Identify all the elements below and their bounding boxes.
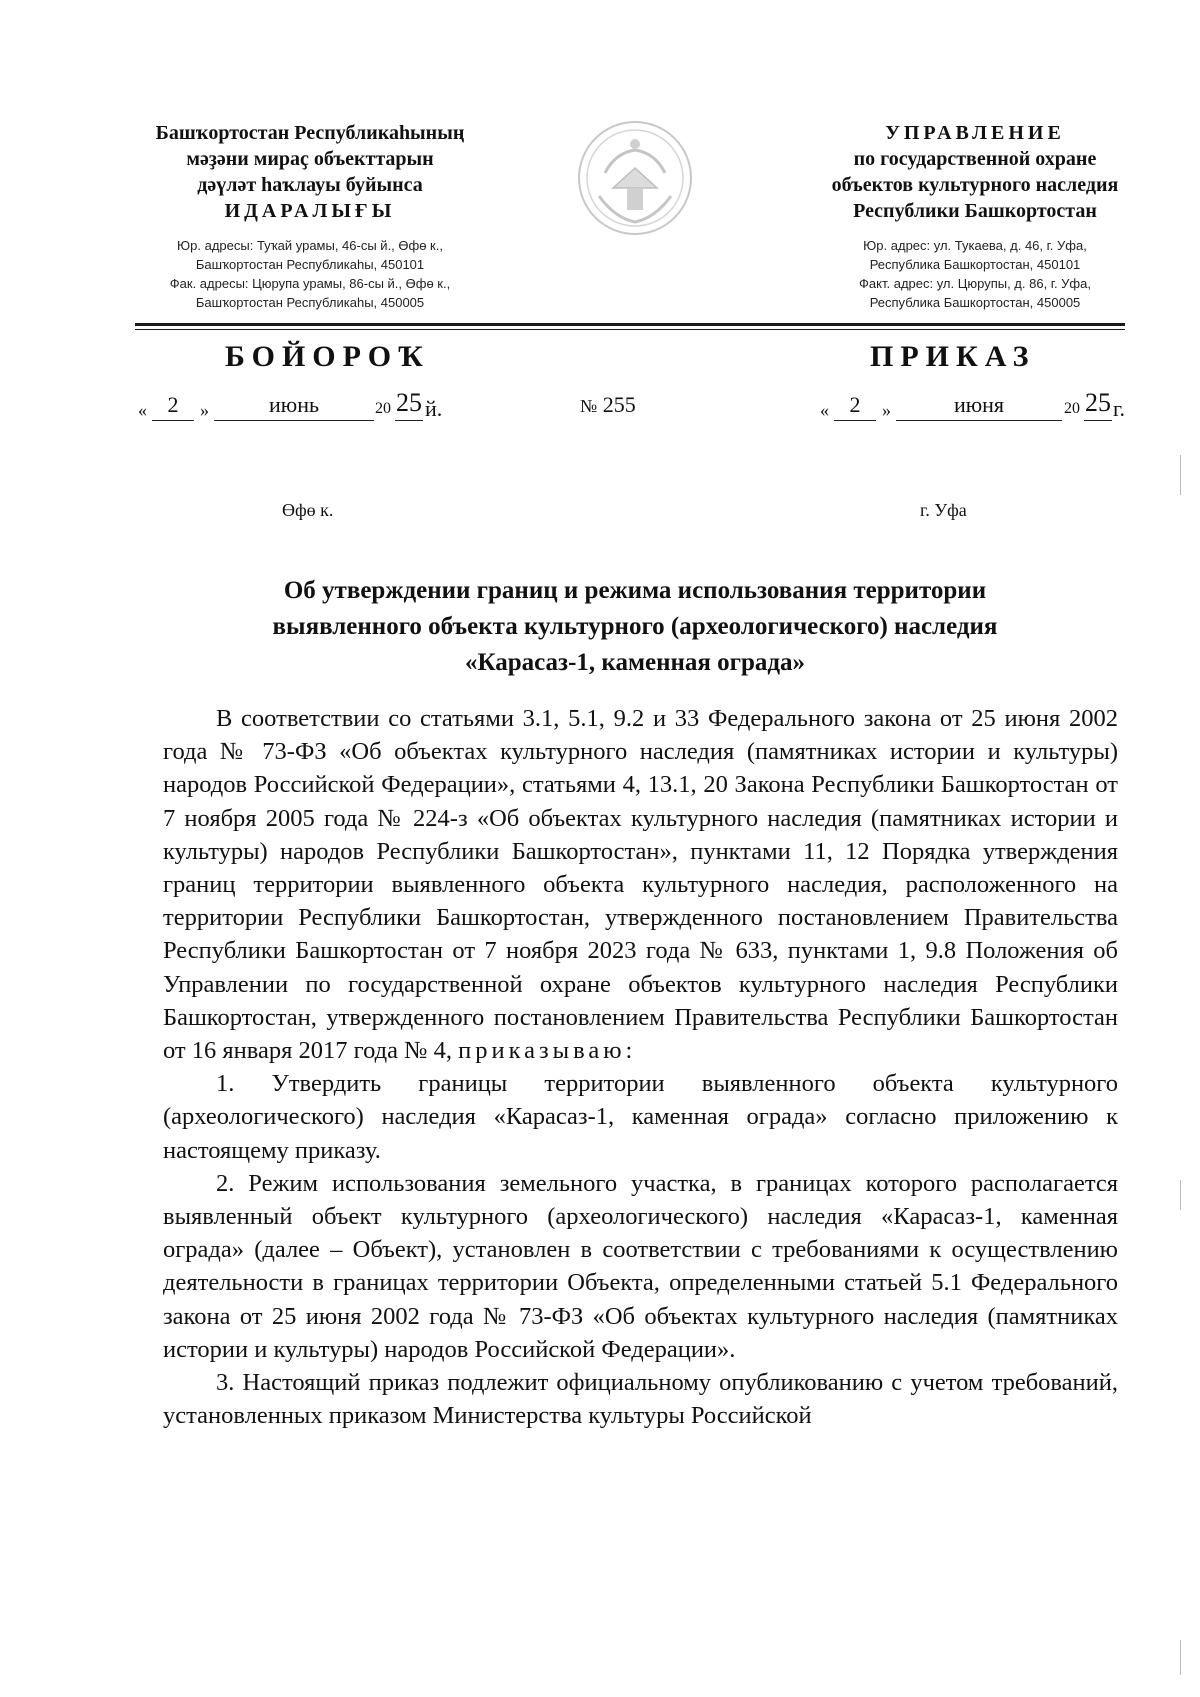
header-left-address [115, 236, 505, 312]
date-left-year-suffix-text: 25 [396, 388, 422, 417]
order-number-value: 255 [602, 392, 636, 417]
date-right [820, 388, 1126, 426]
header-left-addr4: Башҡортостан Республикаһы, 450005 [195, 295, 425, 310]
header-right-line4: Республики Башкортостан [853, 200, 1097, 222]
date-left-quote-close: » [200, 400, 209, 420]
title-line3: «Карасаз-1, каменная ограда» [464, 649, 806, 676]
date-right-quote-open: « [820, 400, 829, 420]
title-line1: Об утверждении границ и режима использования территории [283, 577, 987, 604]
date-right-year-suffix-text: 25 [1085, 388, 1111, 417]
header-left-addr2: Башҡортостан Республикаһы, 450101 [195, 257, 425, 272]
date-left-day: 2 [152, 392, 194, 421]
scan-artifact [1180, 1180, 1181, 1210]
header-right-organization [785, 120, 1165, 312]
date-right-quote-close: » [882, 400, 891, 420]
header-right-addr2: Республика Башкортостан, 450101 [869, 257, 1081, 272]
date-left-quote-open: « [138, 400, 147, 420]
city-russian: г. Уфа [920, 500, 967, 520]
header-left-addr3: Фак. адресы: Цюрупа урамы, 86-сы й., Өфө к., [169, 276, 451, 291]
header-left-line4: ИДАРАЛЫҒЫ [224, 200, 396, 222]
date-left [138, 388, 443, 426]
date-left-year-prefix: 20 [375, 400, 391, 417]
body-order-word: приказываю: [458, 1037, 637, 1065]
body-paragraph-item-3: 3. Настоящий приказ подлежит официальному опубликованию с учетом требований, установленных приказом Министерства культуры Российской [163, 1369, 1118, 1430]
body-preamble-text: В соответствии со статьями 3.1, 5.1, 9.2 и 33 Федерального закона от 25 июня 2002 года № 73-ФЗ «Об объектах культурного наследия (памятниках истории и культуры) народов Российской Федерации», статьями 4, 13.1, 20 Закона Республики Башкортостан от 7 ноября 2005 года № 224-з «Об объектах культурного наследия (памятниках истории и культуры) народов Республики Башкортостан», пунктами 11, 12 Порядка утверждения границ территории выявленного объекта культурного наследия, расположенного на территории Республики Башкортостан, утвержденного постановлением Правительства Республики Башкортостан от 7 ноября 2023 года № 633, пунктами 1, 9.8 Положения об Управлении по государственной охране объектов культурного наследия Республики Башкортостан, утвержденного постановлением Правительства Республики Башкортостан от 16 января 2017 года № 4, [163, 705, 1118, 1065]
header-left-line3: дәүләт һаҡлауы буйынса [197, 174, 423, 196]
header-left-line2: мәҙәни мираҫ объекттарын [186, 148, 434, 170]
header-left-organization [115, 120, 505, 312]
header-divider-thin [135, 329, 1125, 330]
date-left-year-mark: й. [425, 396, 443, 421]
order-number [580, 392, 636, 418]
header-divider-thick [135, 323, 1125, 326]
document-title [150, 573, 1120, 681]
header-left-addr1: Юр. адресы: Туҡай урамы, 46-сы й., Өфө к., [177, 238, 443, 253]
doc-kind-russian: ПРИКАЗ [870, 340, 1036, 373]
date-left-month: июнь [214, 392, 374, 421]
date-right-month: июня [896, 392, 1062, 421]
order-number-sign: № [580, 396, 598, 416]
coat-of-arms-emblem-icon [575, 118, 695, 238]
date-right-year-prefix: 20 [1064, 400, 1080, 417]
header-right-address [785, 236, 1165, 312]
body-paragraph-item-1: 1. Утвердить границы территории выявленного объекта культурного (археологического) наследия «Карасаз-1, каменная ограда» согласно приложению к настоящему приказу. [163, 1070, 1118, 1164]
doc-kind-bashkir: БОЙОРОҠ [225, 340, 430, 373]
date-left-year-suffix [395, 388, 423, 421]
date-right-year-mark: г. [1113, 396, 1126, 421]
body-paragraph-item-2: 2. Режим использования земельного участка, в границах которого располагается выявленный объект культурного (археологического) наследия «Карасаз-1, каменная ограда» (далее – Объект), установлен в соответствии с требованиями к осуществлению деятельности в границах территории Объекта, определенными статьей 5.1 Федерального закона от 25 июня 2002 года № 73-ФЗ «Об объектах культурного наследия (памятниках истории и культуры) народов Российской Федерации». [163, 1169, 1118, 1363]
header-left-line1: Башҡортостан Республикаһының [155, 122, 465, 144]
header-right-addr3: Факт. адрес: ул. Цюрупы, д. 86, г. Уфа, [859, 276, 1091, 291]
header-right-addr1: Юр. адрес: ул. Тукаева, д. 46, г. Уфа, [863, 238, 1087, 253]
header-right-line1: УПРАВЛЕНИЕ [885, 122, 1065, 144]
date-right-day: 2 [834, 392, 876, 421]
header-right-addr4: Республика Башкортостан, 450005 [869, 295, 1081, 310]
city-bashkir: Өфө к. [282, 500, 334, 520]
header-right-line3: объектов культурного наследия [831, 174, 1119, 196]
scan-artifact [1180, 1640, 1181, 1675]
body-paragraph-preamble [163, 702, 1118, 1067]
date-right-year-suffix [1084, 388, 1112, 421]
scan-artifact [1180, 455, 1181, 495]
header-right-line2: по государственной охране [853, 148, 1097, 170]
document-body [163, 702, 1118, 1432]
title-line2: выявленного объекта культурного (археологического) наследия [272, 613, 998, 640]
